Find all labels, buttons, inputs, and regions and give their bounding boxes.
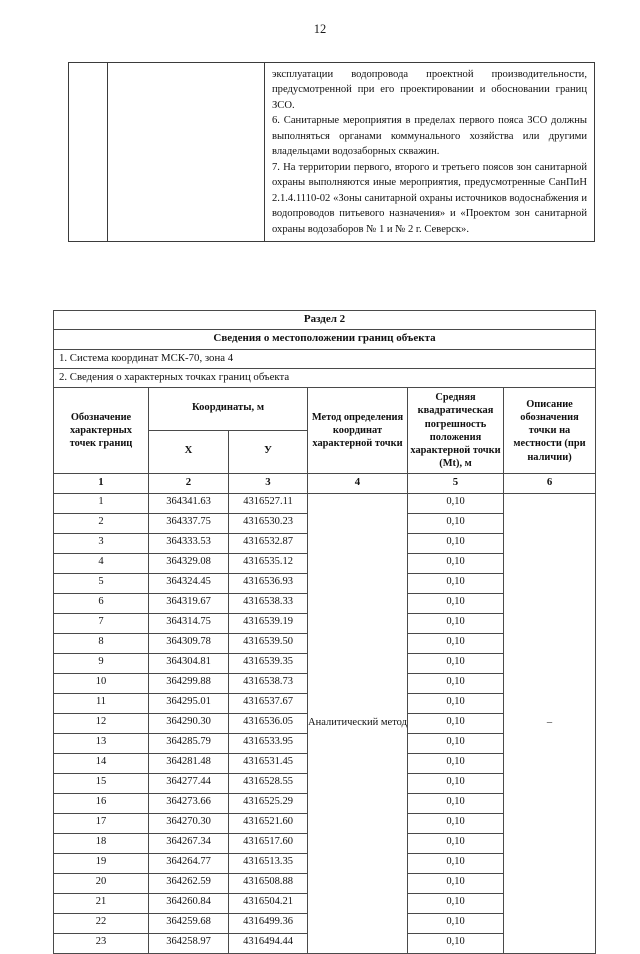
cell-coordinate-x: 364314.75 xyxy=(149,613,229,633)
cell-coordinate-x: 364264.77 xyxy=(149,853,229,873)
cell-mean-square-error: 0,10 xyxy=(408,673,504,693)
cell-mean-square-error: 0,10 xyxy=(408,893,504,913)
header-description: Описание обозначения точки на местности (при наличии) xyxy=(504,388,596,474)
cell-coordinate-y: 4316537.67 xyxy=(229,693,308,713)
column-number-5: 5 xyxy=(408,474,504,493)
cell-mean-square-error: 0,10 xyxy=(408,793,504,813)
cell-coordinate-x: 364329.08 xyxy=(149,553,229,573)
cell-coordinate-x: 364259.68 xyxy=(149,913,229,933)
cell-coordinate-x: 364324.45 xyxy=(149,573,229,593)
cell-coordinate-x: 364341.63 xyxy=(149,493,229,513)
cell-point-number: 16 xyxy=(54,793,149,813)
table-row xyxy=(69,63,595,242)
cell-coordinate-y: 4316508.88 xyxy=(229,873,308,893)
cell-description: – xyxy=(504,493,596,953)
continuation-paragraph-1: эксплуатации водопровода проектной производительности, предусмотренной при его проектировании и обосновании границ ЗСО. xyxy=(272,69,587,111)
cell-point-number: 2 xyxy=(54,513,149,533)
section-title-row xyxy=(54,311,596,330)
cell-mean-square-error: 0,10 xyxy=(408,713,504,733)
cell-point-number: 14 xyxy=(54,753,149,773)
cell-point-number: 21 xyxy=(54,893,149,913)
cell-coordinate-y: 4316538.33 xyxy=(229,593,308,613)
continuation-paragraph-2: 6. Санитарные мероприятия в пределах первого пояса ЗСО должны выполняться органами коммунального хозяйства или другими владельцами водозаборных скважин. xyxy=(272,115,587,158)
cell-point-number: 8 xyxy=(54,633,149,653)
cell-point-number: 9 xyxy=(54,653,149,673)
section-item-1-row xyxy=(54,349,596,368)
characteristic-points-line: 2. Сведения о характерных точках границ объекта xyxy=(54,368,596,387)
cell-point-number: 5 xyxy=(54,573,149,593)
cell-method: Аналитический метод xyxy=(308,493,408,953)
column-number-1: 1 xyxy=(54,474,149,493)
cell-coordinate-y: 4316536.05 xyxy=(229,713,308,733)
section-subtitle-row xyxy=(54,330,596,349)
cell-coordinate-y: 4316525.29 xyxy=(229,793,308,813)
cell-mean-square-error: 0,10 xyxy=(408,633,504,653)
cell-coordinate-y: 4316532.87 xyxy=(229,533,308,553)
cell-coordinate-y: 4316530.23 xyxy=(229,513,308,533)
cell-coordinate-x: 364270.30 xyxy=(149,813,229,833)
cell-point-number: 22 xyxy=(54,913,149,933)
column-number-6: 6 xyxy=(504,474,596,493)
cell-coordinate-y: 4316536.93 xyxy=(229,573,308,593)
cell-mean-square-error: 0,10 xyxy=(408,853,504,873)
coordinate-system-line: 1. Система координат МСК-70, зона 4 xyxy=(54,349,596,368)
cell-point-number: 23 xyxy=(54,933,149,953)
cell-mean-square-error: 0,10 xyxy=(408,873,504,893)
cell-point-number: 13 xyxy=(54,733,149,753)
cell-coordinate-y: 4316513.35 xyxy=(229,853,308,873)
cell-coordinate-x: 364309.78 xyxy=(149,633,229,653)
cell-coordinate-y: 4316535.12 xyxy=(229,553,308,573)
cell-coordinate-y: 4316504.21 xyxy=(229,893,308,913)
cell-coordinate-y: 4316538.73 xyxy=(229,673,308,693)
cell-point-number: 4 xyxy=(54,553,149,573)
table-data-body xyxy=(54,493,596,953)
continuation-body-text xyxy=(265,63,595,242)
cell-mean-square-error: 0,10 xyxy=(408,653,504,673)
cell-coordinate-x: 364277.44 xyxy=(149,773,229,793)
page-number: 12 xyxy=(313,22,327,36)
cell-coordinate-y: 4316494.44 xyxy=(229,933,308,953)
cell-coordinate-y: 4316528.55 xyxy=(229,773,308,793)
continuation-paragraph-3: 7. На территории первого, второго и третьего поясов зон санитарной охраны выполняются иные мероприятия, предусмотренные СанПиН 2.1.4.1110-02 «Зоны санитарной охраны источников водоснабжения и водопроводов питьевого назначения» и «Проектом зон санитарной охраны водозаборов № 1 и № 2 г. Северск». xyxy=(272,161,587,235)
section-2-table xyxy=(53,310,596,954)
cell-point-number: 1 xyxy=(54,493,149,513)
cell-coordinate-y: 4316521.60 xyxy=(229,813,308,833)
cell-point-number: 3 xyxy=(54,533,149,553)
header-y: У xyxy=(229,431,308,474)
cell-point-number: 10 xyxy=(54,673,149,693)
cell-mean-square-error: 0,10 xyxy=(408,913,504,933)
section-subtitle: Сведения о местоположении границ объекта xyxy=(54,330,596,349)
continuation-empty-cell-1 xyxy=(69,63,108,242)
section-title: Раздел 2 xyxy=(54,311,596,330)
cell-coordinate-y: 4316499.36 xyxy=(229,913,308,933)
table-row xyxy=(54,493,596,513)
cell-coordinate-x: 364285.79 xyxy=(149,733,229,753)
cell-coordinate-y: 4316517.60 xyxy=(229,833,308,853)
cell-point-number: 11 xyxy=(54,693,149,713)
cell-mean-square-error: 0,10 xyxy=(408,533,504,553)
cell-coordinate-x: 364281.48 xyxy=(149,753,229,773)
cell-coordinate-x: 364262.59 xyxy=(149,873,229,893)
cell-coordinate-y: 4316527.11 xyxy=(229,493,308,513)
cell-point-number: 17 xyxy=(54,813,149,833)
cell-point-number: 15 xyxy=(54,773,149,793)
cell-point-number: 12 xyxy=(54,713,149,733)
cell-coordinate-x: 364337.75 xyxy=(149,513,229,533)
cell-point-number: 20 xyxy=(54,873,149,893)
cell-coordinate-x: 364290.30 xyxy=(149,713,229,733)
column-number-4: 4 xyxy=(308,474,408,493)
column-numbering-row xyxy=(54,474,596,493)
cell-coordinate-x: 364295.01 xyxy=(149,693,229,713)
cell-coordinate-x: 364319.67 xyxy=(149,593,229,613)
cell-coordinate-y: 4316531.45 xyxy=(229,753,308,773)
cell-coordinate-x: 364267.34 xyxy=(149,833,229,853)
header-x: X xyxy=(149,431,229,474)
cell-coordinate-y: 4316539.19 xyxy=(229,613,308,633)
header-coordinates-group: Координаты, м xyxy=(149,388,308,431)
cell-coordinate-x: 364260.84 xyxy=(149,893,229,913)
table-header-row-1 xyxy=(54,388,596,431)
cell-mean-square-error: 0,10 xyxy=(408,613,504,633)
cell-mean-square-error: 0,10 xyxy=(408,513,504,533)
cell-coordinate-x: 364299.88 xyxy=(149,673,229,693)
cell-coordinate-x: 364304.81 xyxy=(149,653,229,673)
cell-mean-square-error: 0,10 xyxy=(408,833,504,853)
cell-mean-square-error: 0,10 xyxy=(408,553,504,573)
cell-point-number: 6 xyxy=(54,593,149,613)
continuation-empty-cell-2 xyxy=(108,63,265,242)
cell-coordinate-x: 364258.97 xyxy=(149,933,229,953)
cell-coordinate-y: 4316533.95 xyxy=(229,733,308,753)
column-number-3: 3 xyxy=(229,474,308,493)
cell-mean-square-error: 0,10 xyxy=(408,573,504,593)
cell-mean-square-error: 0,10 xyxy=(408,773,504,793)
continuation-table xyxy=(68,62,595,242)
cell-mean-square-error: 0,10 xyxy=(408,733,504,753)
header-method: Метод определения координат характерной точки xyxy=(308,388,408,474)
header-point-designation: Обозначение характерных точек границ xyxy=(54,388,149,474)
cell-mean-square-error: 0,10 xyxy=(408,813,504,833)
cell-coordinate-x: 364333.53 xyxy=(149,533,229,553)
cell-mean-square-error: 0,10 xyxy=(408,493,504,513)
cell-point-number: 7 xyxy=(54,613,149,633)
cell-point-number: 19 xyxy=(54,853,149,873)
cell-coordinate-x: 364273.66 xyxy=(149,793,229,813)
cell-mean-square-error: 0,10 xyxy=(408,693,504,713)
cell-mean-square-error: 0,10 xyxy=(408,753,504,773)
header-mean-square-error: Средняя квадратическая погрешность положения характерной точки (Mt), м xyxy=(408,388,504,474)
section-item-2-row xyxy=(54,368,596,387)
cell-coordinate-y: 4316539.35 xyxy=(229,653,308,673)
cell-mean-square-error: 0,10 xyxy=(408,933,504,953)
cell-point-number: 18 xyxy=(54,833,149,853)
cell-mean-square-error: 0,10 xyxy=(408,593,504,613)
cell-coordinate-y: 4316539.50 xyxy=(229,633,308,653)
column-number-2: 2 xyxy=(149,474,229,493)
